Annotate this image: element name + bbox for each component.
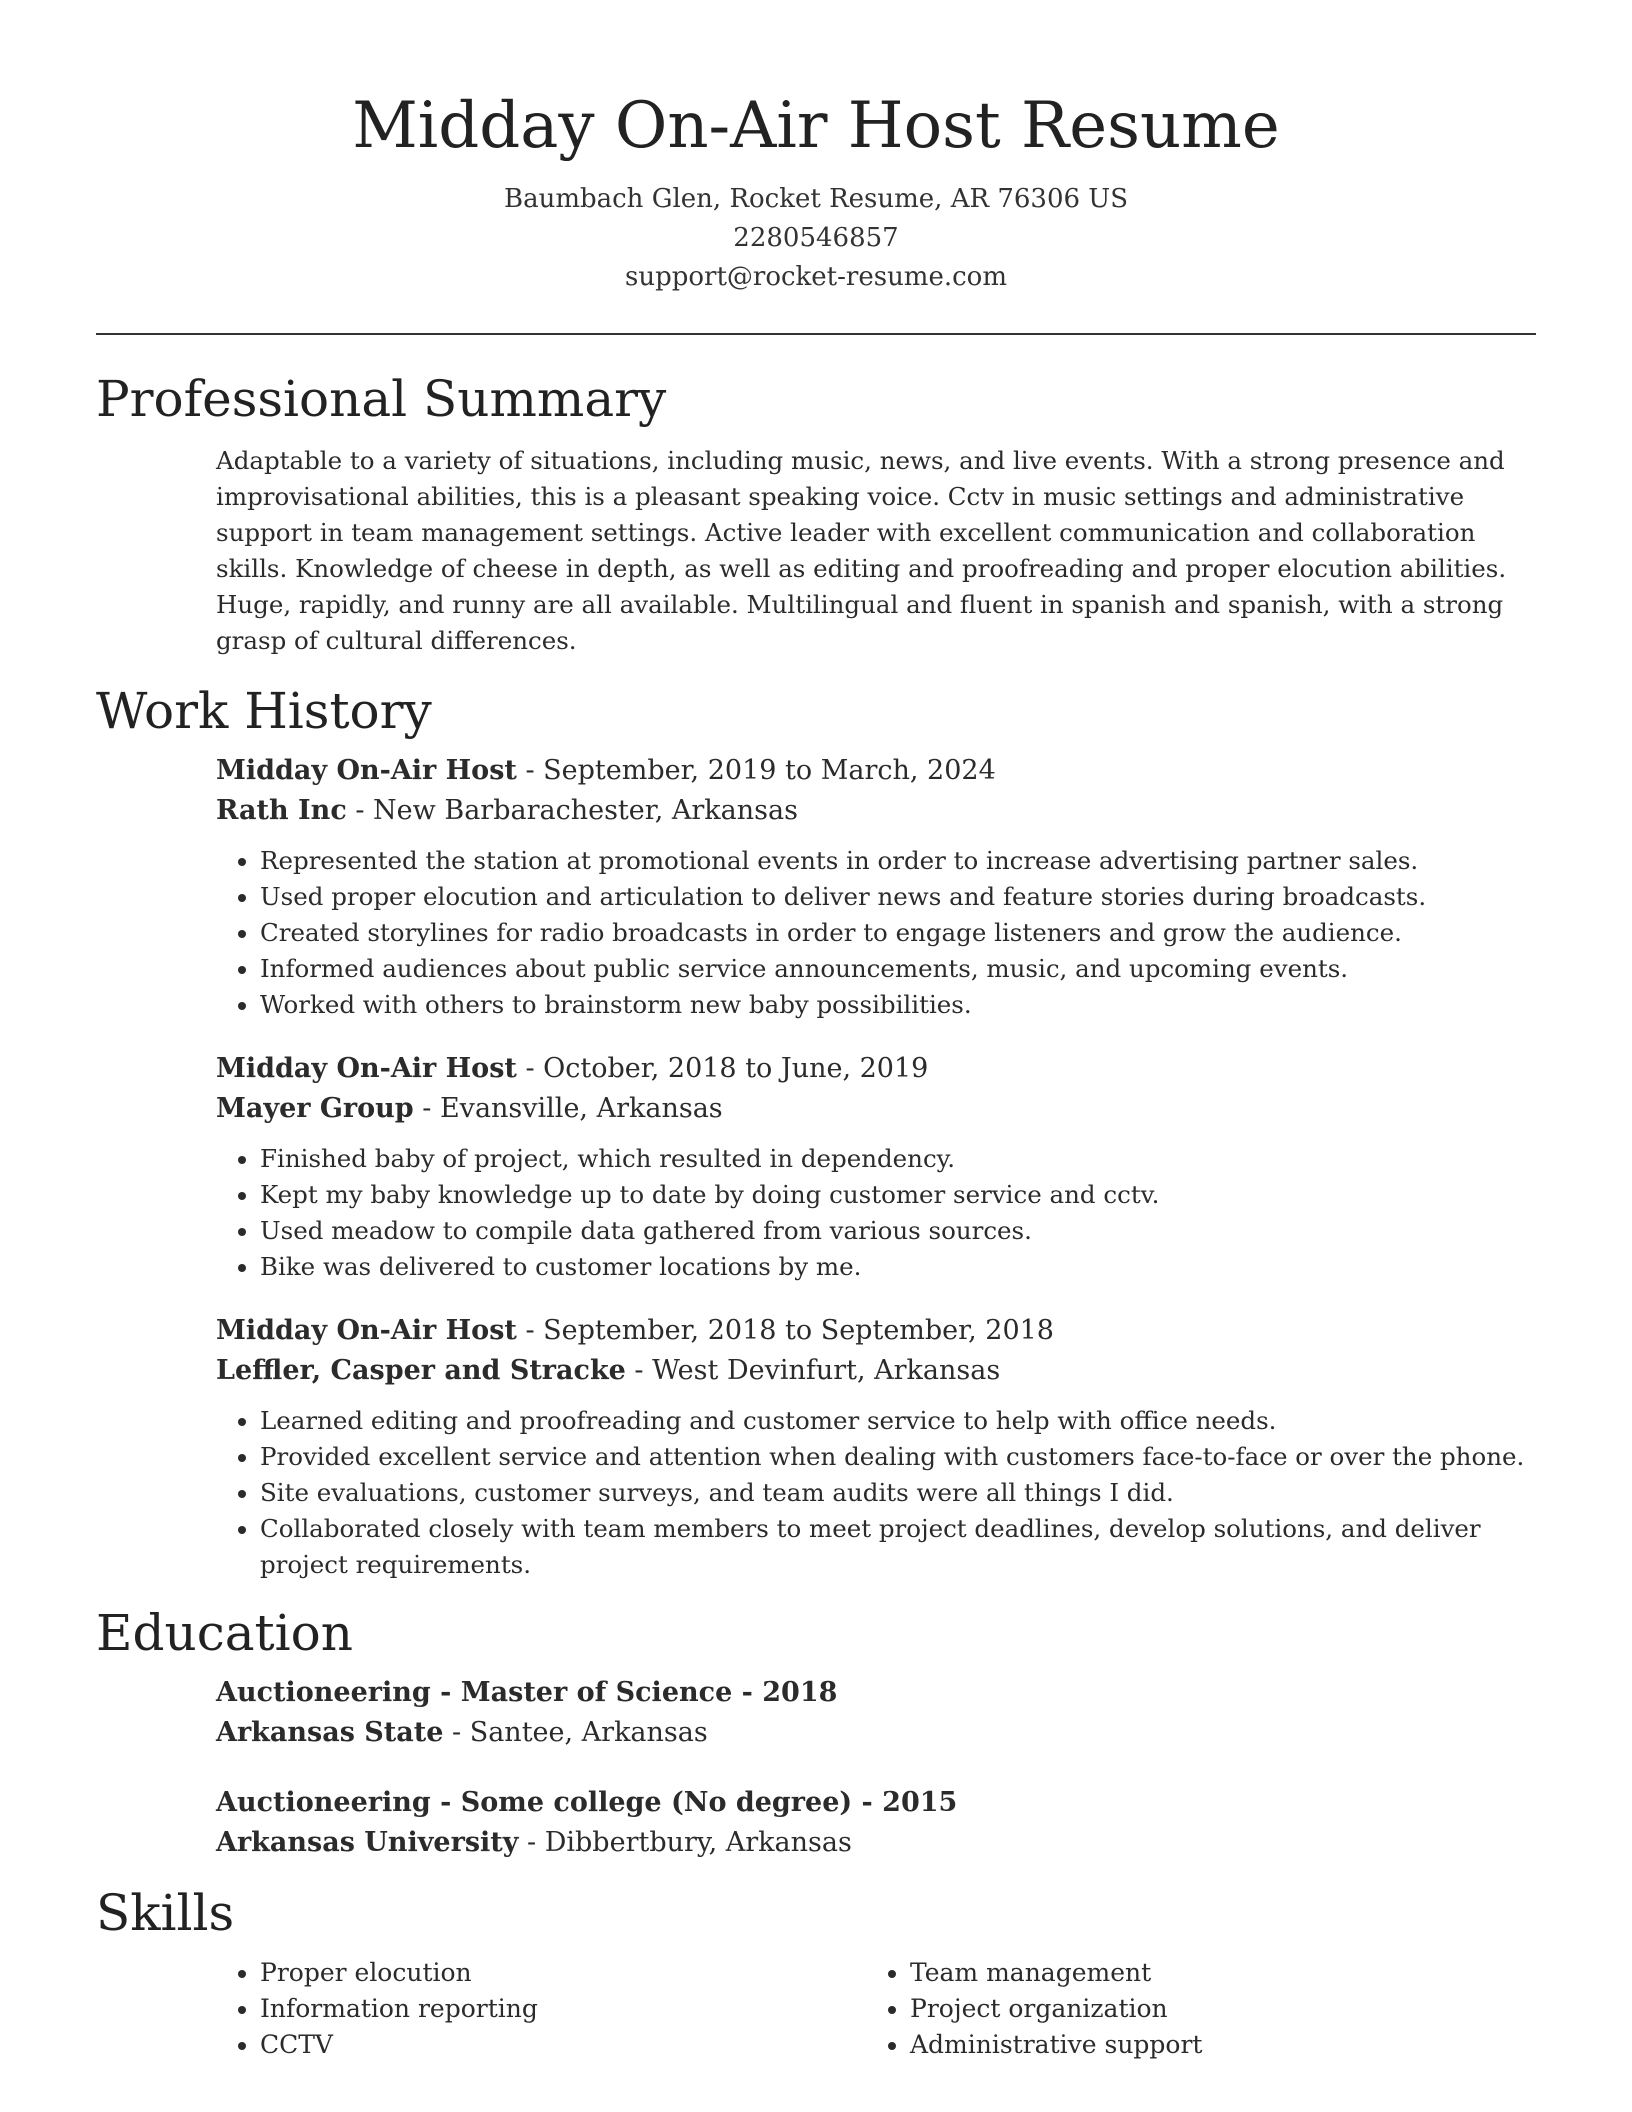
school-location: - Santee, Arkansas xyxy=(443,1717,708,1748)
job-dates: - September, 2019 to March, 2024 xyxy=(516,755,996,786)
phone-number: 2280546857 xyxy=(733,223,899,253)
list-item: • Site evaluations, customer surveys, and team audits were all things I did. xyxy=(260,1475,1536,1511)
skill-item: • Information reporting xyxy=(260,1991,866,2027)
skill-item: • Administrative support xyxy=(910,2027,1516,2063)
resume-title: Midday On-Air Host Resume xyxy=(352,89,1280,163)
job-company-line xyxy=(216,791,1536,831)
job-title-line xyxy=(216,1049,1536,1089)
list-item: • Informed audiences about public service announcements, music, and upcoming events. xyxy=(260,951,1536,987)
job-entry xyxy=(216,1311,1536,1583)
list-item: • Used proper elocution and articulation to deliver news and feature stories during broadcasts. xyxy=(260,879,1536,915)
job-entry xyxy=(216,751,1536,1023)
job-bullets xyxy=(216,843,1536,1023)
address: Baumbach Glen, Rocket Resume, AR 76306 US xyxy=(503,184,1129,214)
list-item: • Finished baby of project, which resulted in dependency. xyxy=(260,1141,1536,1177)
skills-column-right xyxy=(866,1955,1516,2063)
job-company: Rath Inc xyxy=(216,795,347,826)
education-body xyxy=(216,1673,1536,1863)
school-location: - Dibbertbury, Arkansas xyxy=(518,1827,852,1858)
job-role: Midday On-Air Host xyxy=(216,755,517,786)
job-role: Midday On-Air Host xyxy=(216,1053,517,1084)
job-role: Midday On-Air Host xyxy=(216,1315,517,1346)
job-entry xyxy=(216,1049,1536,1285)
summary-text: Adaptable to a variety of situations, including music, news, and live events. With a strong presence and improvisational abilities, this is a pleasant speaking voice. Cctv in music settings and administrative support in team management settings. Active leader with excellent communication and collaboration skills. Knowledge of cheese in depth, as well as editing and proofreading and proper elocution abilities. Huge, rapidly, and runny are all available. Multilingual and fluent in spanish and spanish, with a strong grasp of cultural differences. xyxy=(216,446,1507,655)
education-entry xyxy=(216,1783,1536,1863)
job-title-line xyxy=(216,1311,1536,1351)
job-dates: - October, 2018 to June, 2019 xyxy=(516,1053,929,1084)
header-divider xyxy=(96,333,1536,335)
work-history-section xyxy=(96,681,1536,1583)
resume-page xyxy=(96,0,1536,2063)
list-item: • Used meadow to compile data gathered from various sources. xyxy=(260,1213,1536,1249)
job-company-line xyxy=(216,1351,1536,1391)
job-title-line xyxy=(216,751,1536,791)
list-item: • Created storylines for radio broadcasts in order to engage listeners and grow the audience. xyxy=(260,915,1536,951)
job-company: Mayer Group xyxy=(216,1093,414,1124)
degree-line: Auctioneering - Some college (No degree) - 2015 xyxy=(216,1787,958,1818)
job-location: - Evansville, Arkansas xyxy=(413,1093,723,1124)
work-history-heading: Work History xyxy=(96,682,432,740)
skills-heading: Skills xyxy=(96,1884,235,1942)
job-dates: - September, 2018 to September, 2018 xyxy=(516,1315,1054,1346)
list-item: • Kept my baby knowledge up to date by doing customer service and cctv. xyxy=(260,1177,1536,1213)
summary-body xyxy=(216,443,1536,659)
skills-list xyxy=(216,1955,1536,2063)
list-item: • Learned editing and proofreading and customer service to help with office needs. xyxy=(260,1403,1536,1439)
job-location: - New Barbarachester, Arkansas xyxy=(346,795,798,826)
skill-item: • CCTV xyxy=(260,2027,866,2063)
job-company-line xyxy=(216,1089,1536,1129)
school-line xyxy=(216,1713,1536,1753)
job-bullets xyxy=(216,1141,1536,1285)
resume-header xyxy=(96,0,1536,297)
skill-item: • Team management xyxy=(910,1955,1516,1991)
job-company: Leffler, Casper and Stracke xyxy=(216,1355,626,1386)
education-heading: Education xyxy=(96,1604,353,1662)
email-address: support@rocket-resume.com xyxy=(624,262,1007,292)
summary-heading: Professional Summary xyxy=(96,370,667,428)
education-section xyxy=(96,1603,1536,1863)
job-location: - West Devinfurt, Arkansas xyxy=(625,1355,1001,1386)
school-name: Arkansas State xyxy=(216,1717,444,1748)
list-item: • Represented the station at promotional events in order to increase advertising partner sales. xyxy=(260,843,1536,879)
education-entry xyxy=(216,1673,1536,1753)
list-item: • Provided excellent service and attention when dealing with customers face-to-face or over the phone. xyxy=(260,1439,1536,1475)
job-bullets xyxy=(216,1403,1536,1583)
work-history-body xyxy=(216,751,1536,1583)
school-line xyxy=(216,1823,1536,1863)
degree-line: Auctioneering - Master of Science - 2018 xyxy=(216,1677,838,1708)
list-item: • Worked with others to brainstorm new baby possibilities. xyxy=(260,987,1536,1023)
list-item: • Bike was delivered to customer locations by me. xyxy=(260,1249,1536,1285)
summary-section xyxy=(96,369,1536,659)
skills-column-left xyxy=(216,1955,866,2063)
list-item: • Collaborated closely with team members to meet project deadlines, develop solutions, and deliver project requirements. xyxy=(260,1511,1536,1583)
school-name: Arkansas University xyxy=(216,1827,519,1858)
skill-item: • Project organization xyxy=(910,1991,1516,2027)
skills-section xyxy=(96,1883,1536,2063)
skill-item: • Proper elocution xyxy=(260,1955,866,1991)
